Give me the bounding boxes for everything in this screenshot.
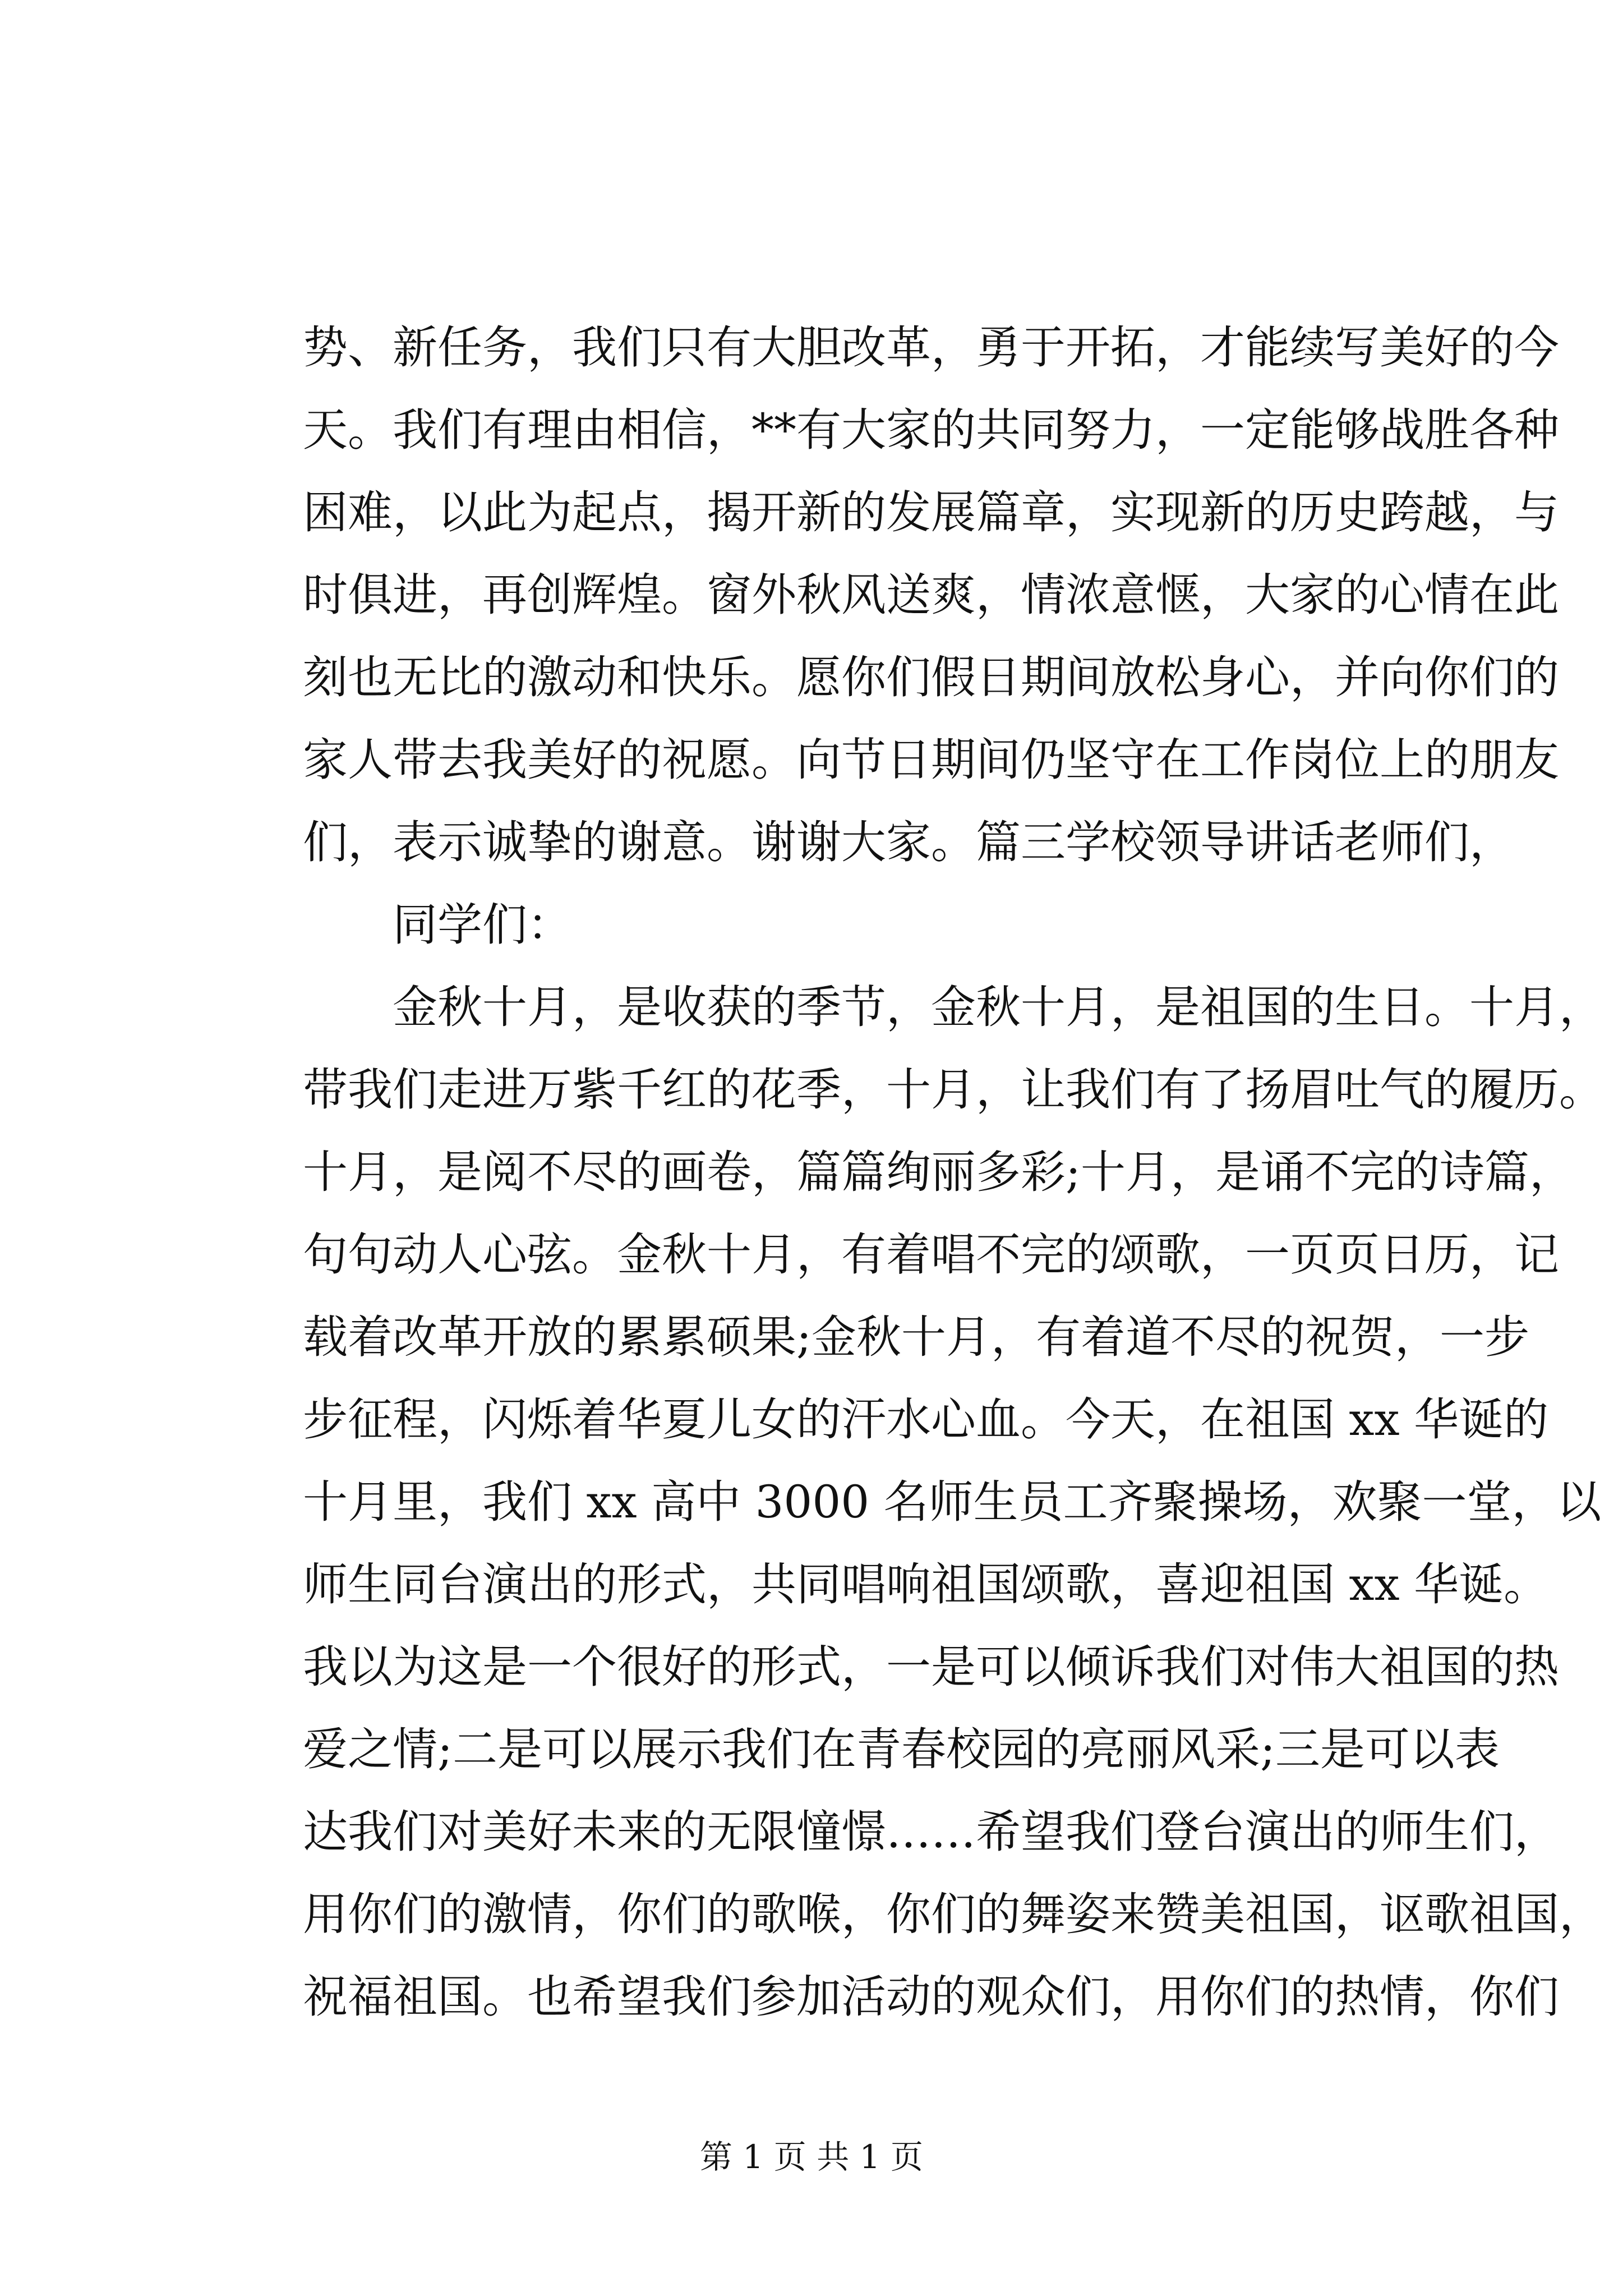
text-line: 我以为这是一个很好的形式，一是可以倾诉我们对伟大祖国的热 xyxy=(303,1641,1559,1693)
text-line: 句句动人心弦。金秋十月，有着唱不完的颂歌，一页页日历，记 xyxy=(303,1228,1559,1281)
text-line: 步征程，闪烁着华夏儿女的汗水心血。今天，在祖国 xx 华诞的 xyxy=(303,1393,1549,1446)
text-line: 们，表示诚挚的谢意。谢谢大家。篇三学校领导讲话老师们， xyxy=(303,816,1514,868)
text-line: 十月里，我们 xx 高中 3000 名师生员工齐聚操场，欢聚一堂，以 xyxy=(303,1476,1602,1528)
text-line: 同学们： xyxy=(303,899,572,951)
text-line: 爱之情;二是可以展示我们在青春校园的亮丽风采;三是可以表 xyxy=(303,1723,1500,1775)
text-line: 祝福祖国。也希望我们参加活动的观众们，用你们的热情，你们 xyxy=(303,1971,1559,2023)
text-line: 困难，以此为起点，揭开新的发展篇章，实现新的历史跨越，与 xyxy=(303,486,1559,539)
text-line: 刻也无比的激动和快乐。愿你们假日期间放松身心，并向你们的 xyxy=(303,651,1559,703)
text-line: 天。我们有理由相信，**有大家的共同努力，一定能够战胜各种 xyxy=(303,404,1559,456)
text-line: 师生同台演出的形式，共同唱响祖国颂歌，喜迎祖国 xx 华诞。 xyxy=(303,1558,1549,1611)
text-line: 时俱进，再创辉煌。窗外秋风送爽，情浓意惬，大家的心情在此 xyxy=(303,569,1559,621)
text-line: 家人带去我美好的祝愿。向节日期间仍坚守在工作岗位上的朋友 xyxy=(303,734,1559,786)
text-line: 达我们对美好未来的无限憧憬……希望我们登台演出的师生们， xyxy=(303,1806,1559,1858)
text-line: 十月，是阅不尽的画卷，篇篇绚丽多彩;十月，是诵不完的诗篇， xyxy=(303,1146,1574,1198)
page-number-footer: 第 1 页 共 1 页 xyxy=(700,2138,923,2176)
text-line: 用你们的激情，你们的歌喉，你们的舞姿来赞美祖国，讴歌祖国， xyxy=(303,1888,1604,1940)
text-line: 带我们走进万紫千红的花季，十月，让我们有了扬眉吐气的履历。 xyxy=(303,1064,1604,1116)
text-line: 势、新任务，我们只有大胆改革，勇于开拓，才能续写美好的今 xyxy=(303,321,1559,374)
text-line: 载着改革开放的累累硕果;金秋十月，有着道不尽的祝贺，一步 xyxy=(303,1311,1529,1363)
text-line: 金秋十月，是收获的季节，金秋十月，是祖国的生日。十月， xyxy=(303,981,1604,1033)
